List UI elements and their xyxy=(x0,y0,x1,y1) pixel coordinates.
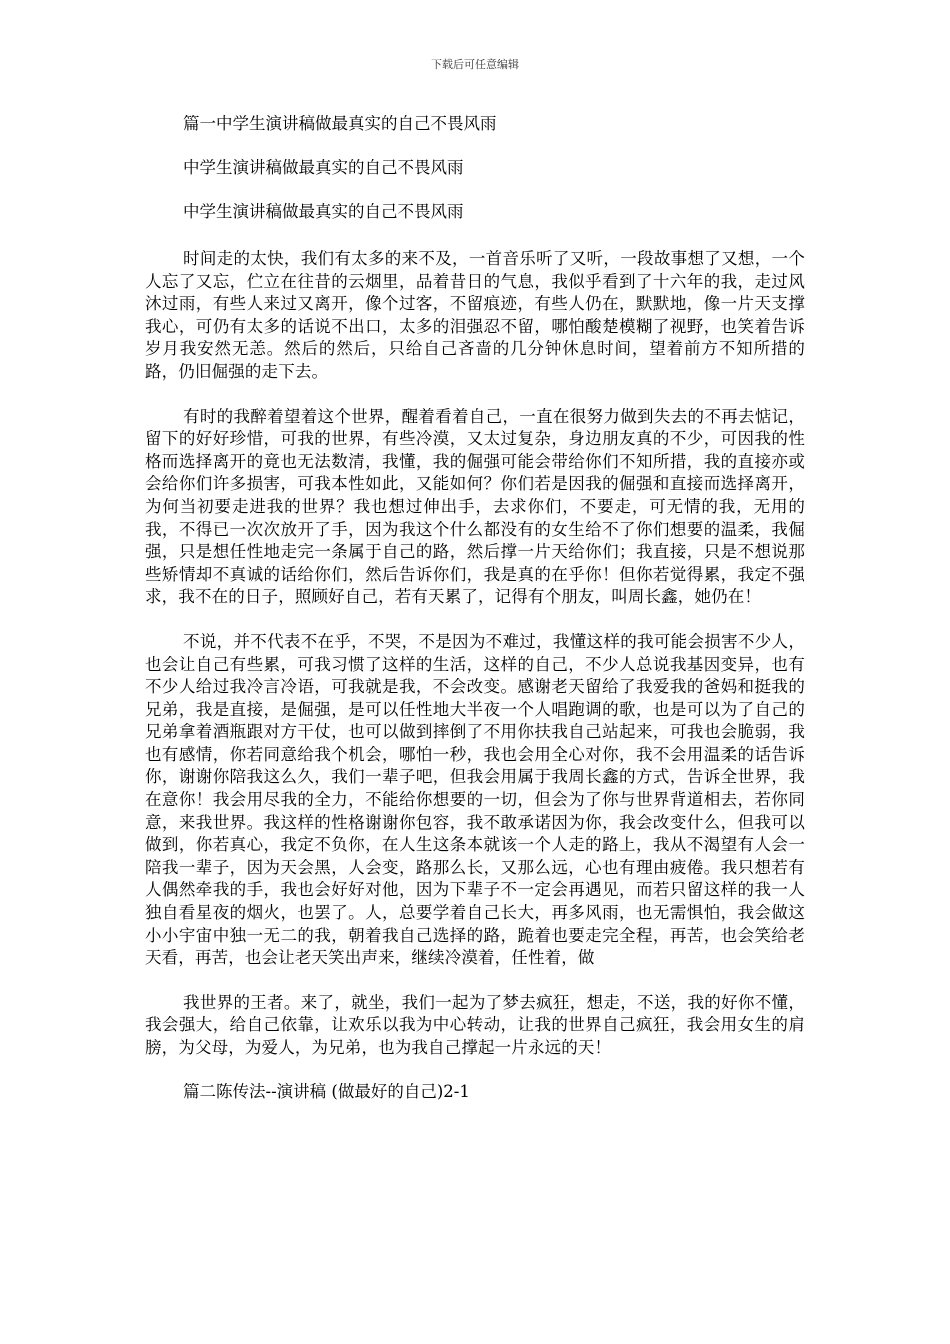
subtitle-2: 中学生演讲稿做最真实的自己不畏风雨 xyxy=(183,202,464,221)
document-body xyxy=(145,112,805,1124)
section-title-1: 篇一中学生演讲稿做最真实的自己不畏风雨 xyxy=(183,114,497,133)
paragraph-1: 时间走的太快，我们有太多的来不及，一首音乐听了又听，一段故事想了又想，一个人忘了又忘，伫立在往昔的云烟里，品着昔日的气息，我似乎看到了十六年的我，走过风沐过雨，有些人来过又离开，像个过客，不留痕迹，有些人仍在，默默地，像一片天支撑我心，可仍有太多的话说不出口，太多的泪强忍不留，哪怕酸楚模糊了视野，也笑着告诉岁月我安然无恙。然后的然后，只给自己吝啬的几分钟休息时间，望着前方不知所措的路，仍旧倔强的走下去。 xyxy=(145,249,805,381)
paragraph-2: 有时的我醉着望着这个世界，醒着看着自己，一直在很努力做到失去的不再去惦记，留下的好好珍惜，可我的世界，有些冷漠，又太过复杂，身边朋友真的不少，可因我的性格而选择离开的竟也无法数清，我懂，我的倔强可能会带给你们不知所措，我的直接亦或会给你们许多损害，可我本性如此，又能如何？你们若是因我的倔强和直接而选择离开，为何当初要走进我的世界？我也想过伸出手，去求你们，不要走，可无情的我，无用的我，不得已一次次放开了手，因为我这个什么都没有的女生给不了你们想要的温柔，我倔强，只是想任性地走完一条属于自己的路，然后撑一片天给你们；我直接，只是不想说那些矫情却不真诚的话给你们，然后告诉你们，我是真的在乎你！但你若觉得累，我定不强求，我不在的日子，照顾好自己，若有天累了，记得有个朋友，叫周长鑫，她仍在！ xyxy=(145,406,805,607)
paragraph-3: 不说，并不代表不在乎，不哭，不是因为不难过，我懂这样的我可能会损害不少人，也会让自己有些累，可我习惯了这样的生活，这样的自己，不少人总说我基因变异，也有不少人给过我冷言冷语，可我就是我，不会改变。感谢老天留给了我爱我的爸妈和挺我的兄弟，我是直接，是倔强，是可以任性地大半夜一个人唱跑调的歌，也是可以为了自己的兄弟拿着酒瓶跟对方干仗，也可以做到摔倒了不用你扶我自己站起来，可我也会脆弱，我也有感情，你若同意给我个机会，哪怕一秒，我也会用全心对你，我不会用温柔的话告诉你，谢谢你陪我这么久，我们一辈子吧，但我会用属于我周长鑫的方式，告诉全世界，我在意你！我会用尽我的全力，不能给你想要的一切，但会为了你与世界背道相去，若你同意，来我世界。我这样的性格谢谢你包容，我不敢承诺因为你，我会改变什么，但我可以做到，你若真心，我定不负你，在人生这条本就该一个人走的路上，我从不渴望有人会一陪我一辈子，因为天会黑，人会变，路那么长，又那么远，心也有理由疲倦。我只想若有人偶然牵我的手，我也会好好对他，因为下辈子不一定会再遇见，而若只留这样的我一人独自看星夜的烟火，也罢了。人，总要学着自己长大，再多风雨，也无需惧怕，我会做这小小宇宙中独一无二的我，朝着我自己选择的路，跪着也要走完全程，再苦，也会笑给老天看，再苦，也会让老天笑出声来，继续冷漠着，任性着，做 xyxy=(145,631,805,968)
section-title-2: 篇二陈传法--演讲稿 (做最好的自己)2-1 xyxy=(183,1081,470,1101)
subtitle-1: 中学生演讲稿做最真实的自己不畏风雨 xyxy=(183,158,464,177)
paragraph-4: 我世界的王者。来了，就坐，我们一起为了梦去疯狂，想走，不送，我的好你不懂，我会强大，给自己依靠，让欢乐以我为中心转动，让我的世界自己疯狂，我会用女生的肩膀，为父母，为爱人，为兄弟，也为我自己撑起一片永远的天！ xyxy=(145,992,805,1057)
page-header-note: 下载后可任意编辑 xyxy=(431,58,519,71)
